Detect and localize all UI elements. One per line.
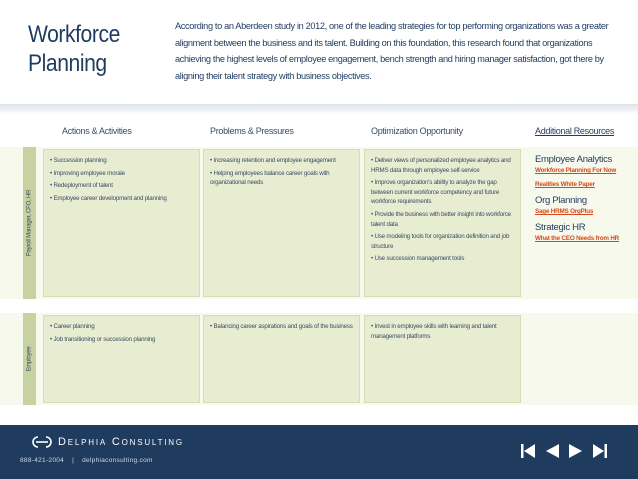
intro-paragraph: According to an Aberdeen study in 2012, one of the leading strategies for top performing organizations was a greater alignment between the business and its talent. Building on this foundation, this research found that organizations achieving the highest levels of employee engagement, bench strength and hiring manager satisfaction, got there by aligning their talent strategy with business objectives.	[175, 21, 609, 81]
column-header-actions: Actions & Activities	[62, 126, 132, 136]
next-page-icon[interactable]	[567, 442, 585, 460]
list-item: • Use modeling tools for organization definition and job structure	[371, 232, 514, 251]
page-title	[28, 20, 151, 78]
resource-link-ceo-needs-from-hr[interactable]: What the CEO Needs from HR	[535, 235, 620, 242]
brand-name: Delphia Consulting	[58, 436, 184, 448]
column-header-problems: Problems & Pressures	[210, 126, 294, 136]
header-divider	[0, 104, 638, 114]
contact-info	[20, 457, 153, 464]
resource-link-sage-hrms-orgplus[interactable]: Sage HRMS OrgPlus	[535, 208, 594, 215]
resource-heading-org-planning: Org Planning	[535, 195, 587, 206]
list-item: • Invest in employee skills with learning and talent management platforms	[371, 322, 514, 341]
resource-heading-strategic-hr: Strategic HR	[535, 222, 586, 233]
column-header-resources[interactable]: Additional Resources	[535, 126, 615, 136]
list-item: • Career planning	[50, 322, 193, 332]
list-item: • Improving employee morale	[50, 169, 193, 179]
page-title-line-1: Workforce	[28, 21, 120, 48]
cell-employee-optimization	[364, 315, 521, 403]
cell-manager-problems	[203, 149, 360, 297]
last-page-icon[interactable]	[591, 442, 609, 460]
contact-separator: |	[72, 457, 75, 464]
list-item: • Provide the business with better insight into workforce talent data	[371, 210, 514, 229]
list-item: • Redeployment of talent	[50, 181, 193, 191]
phone-number: 888-421-2004	[20, 457, 65, 464]
row-tag-manager-label: Payroll Manager, CFO, HR	[26, 189, 33, 257]
list-item: • Improve organization's ability to analyze the gap between current workforce competency and future workforce requirements	[371, 178, 514, 207]
brand-logo[interactable]	[32, 436, 184, 448]
row-tag-employee-label: Employee	[26, 346, 33, 372]
list-item: • Employee career development and planning	[50, 194, 193, 204]
list-item: • Balancing career aspirations and goals of the business	[210, 322, 353, 332]
list-item: • Succession planning	[50, 156, 193, 166]
list-item: • Use succession management tools	[371, 254, 514, 264]
list-item: • Helping employees balance career goals with organizational needs	[210, 169, 353, 188]
first-page-icon[interactable]	[519, 442, 537, 460]
website-link[interactable]: delphiaconsulting.com	[82, 457, 153, 464]
delphia-logo-icon	[32, 436, 52, 448]
row-tag-employee	[23, 313, 36, 405]
cell-employee-actions	[43, 315, 200, 403]
column-header-optimization: Optimization Opportunity	[371, 126, 463, 136]
resource-link-workforce-planning[interactable]: Workforce Planning For Now	[535, 167, 617, 174]
page-title-line-2: Planning	[28, 50, 107, 77]
list-item: • Deliver views of personalized employee analytics and HRMS data through employee self-service	[371, 156, 514, 175]
resource-link-realities-white-paper[interactable]: Realities White Paper	[535, 181, 595, 188]
cell-manager-optimization	[364, 149, 521, 297]
resources-panel	[535, 154, 635, 249]
list-item: • Increasing retention and employee engagement	[210, 156, 353, 166]
list-item: • Job transitioning or succession planning	[50, 335, 193, 345]
resource-heading-employee-analytics: Employee Analytics	[535, 154, 612, 165]
cell-manager-actions	[43, 149, 200, 297]
row-tag-manager	[23, 147, 36, 299]
cell-employee-problems	[203, 315, 360, 403]
previous-page-icon[interactable]	[543, 442, 561, 460]
footer-bar	[0, 425, 638, 479]
